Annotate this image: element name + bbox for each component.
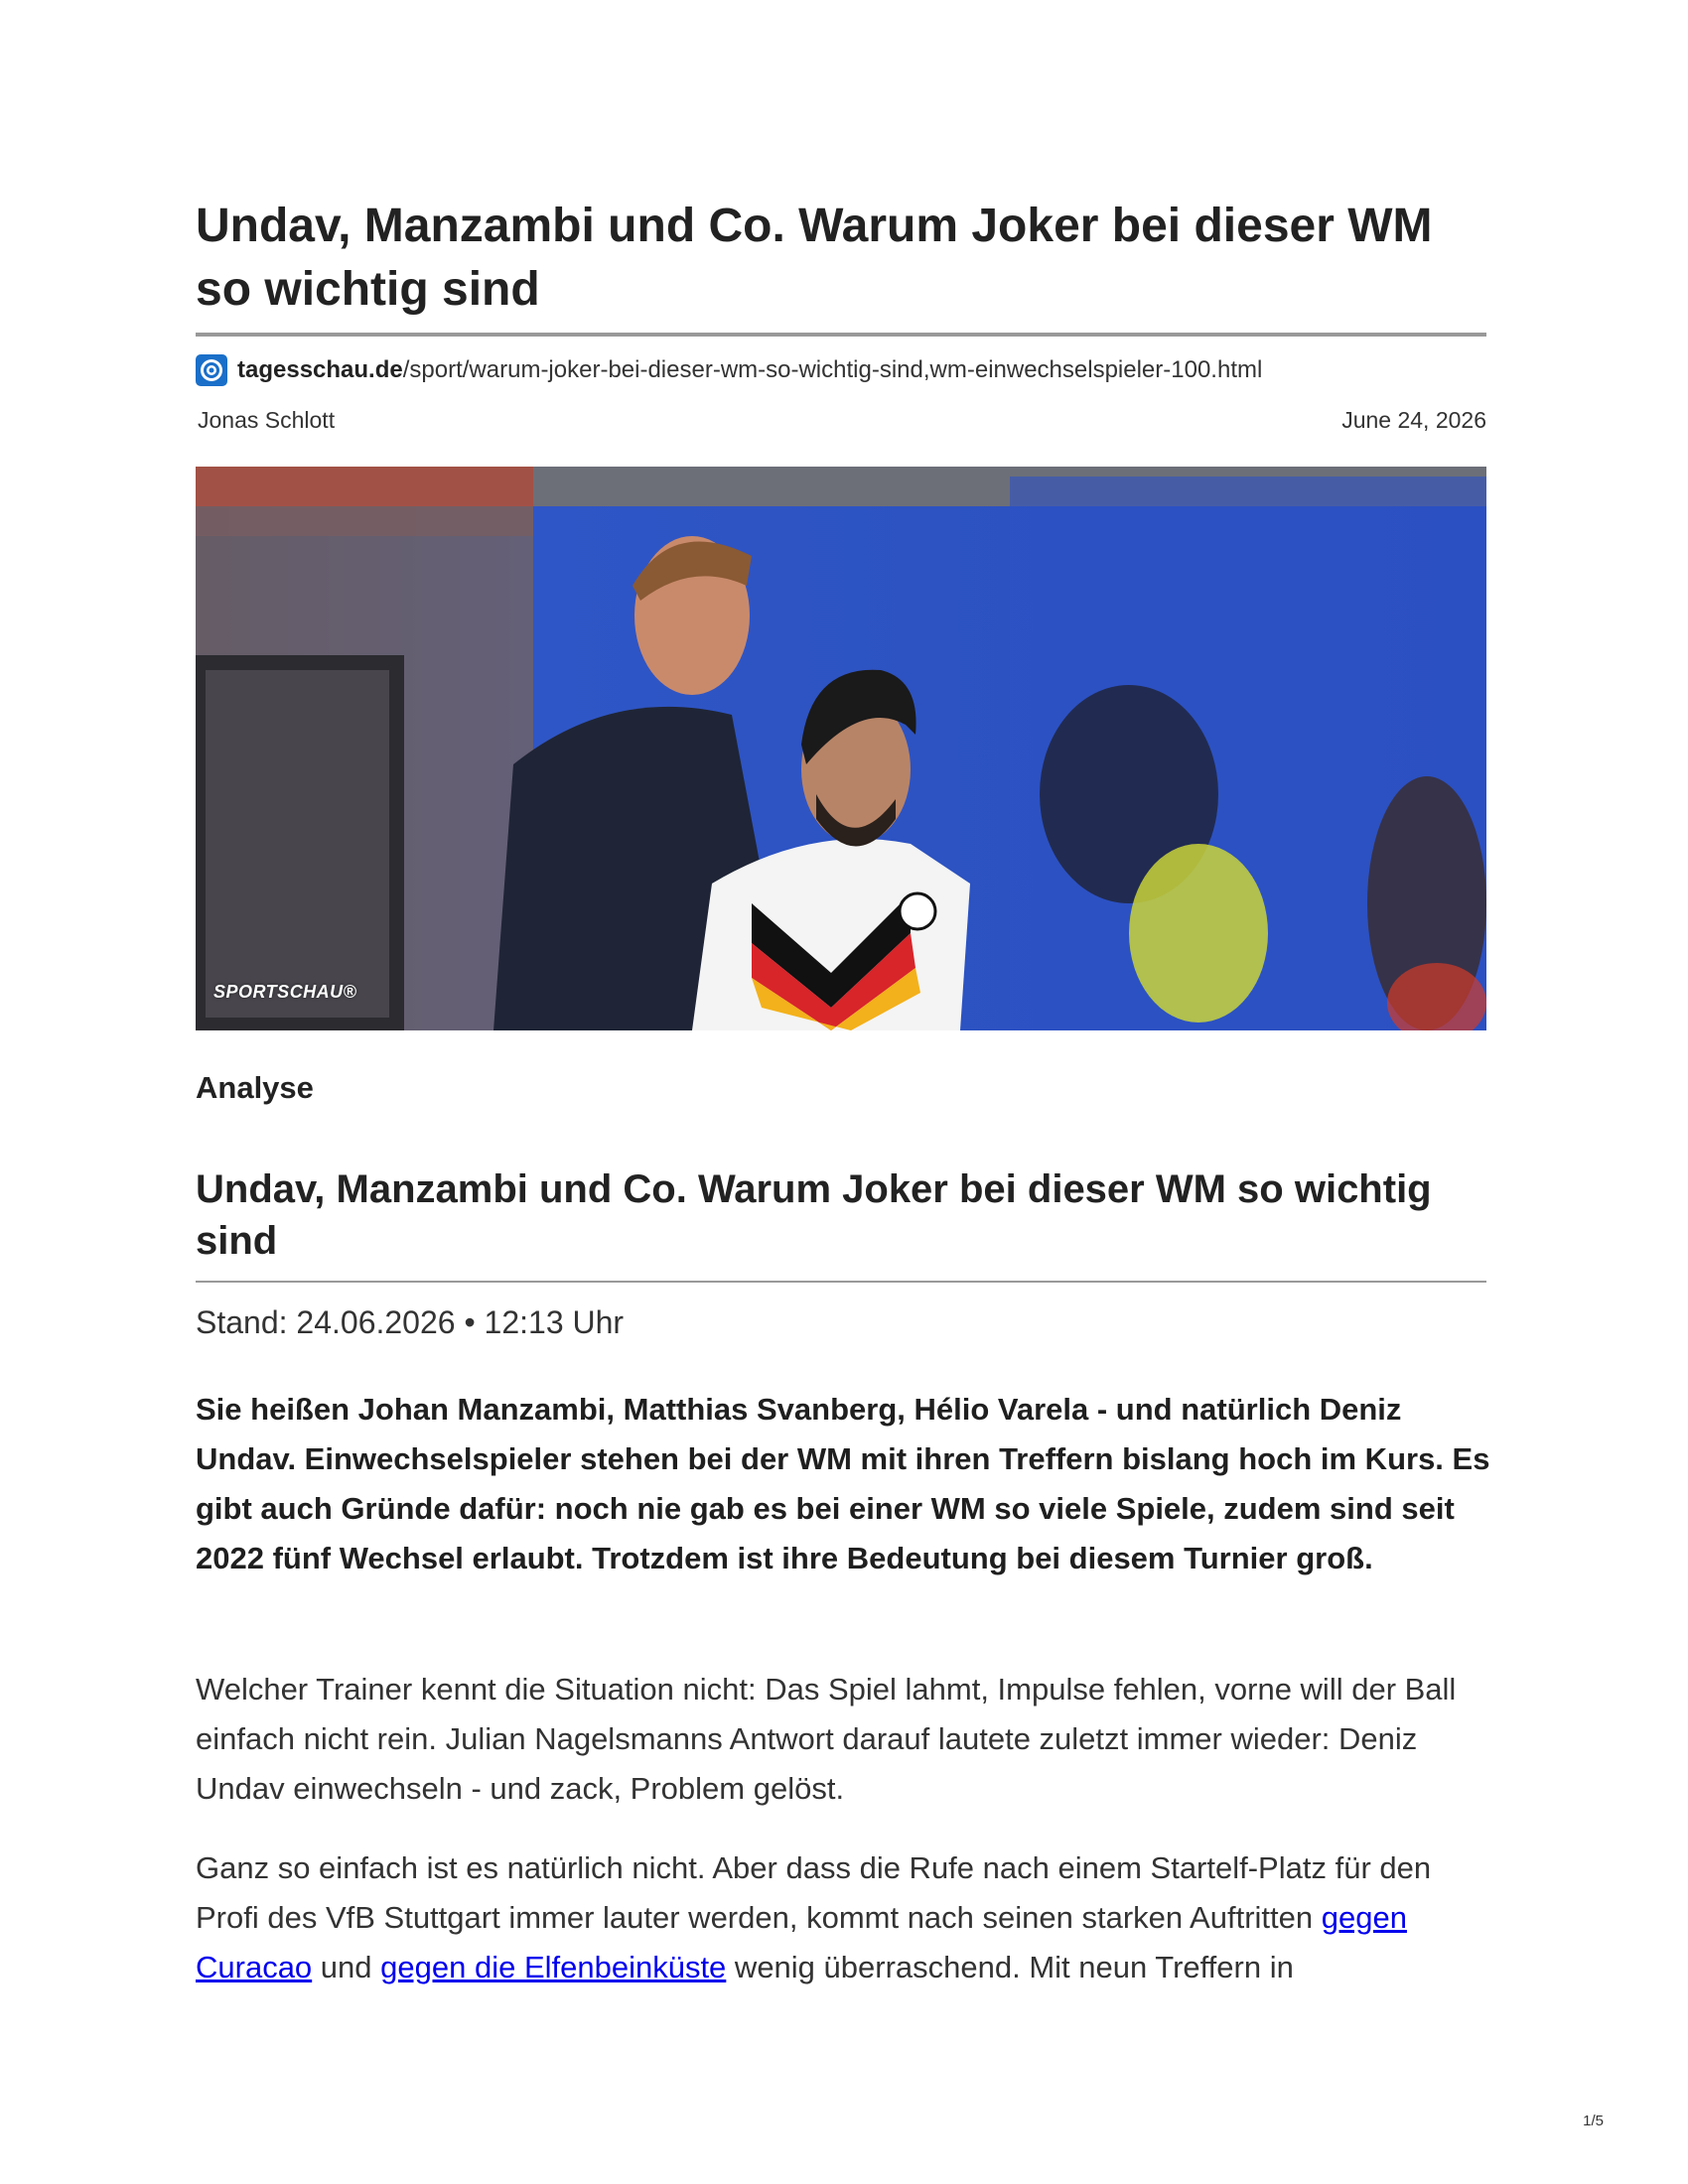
tagesschau-logo-icon: [196, 354, 227, 386]
hero-photo-illustration: [196, 467, 1486, 1030]
article-headline: Undav, Manzambi und Co. Warum Joker bei dieser WM so wichtig sind: [196, 1167, 1432, 1263]
article-paragraph-2: [196, 1843, 1496, 1992]
source-domain[interactable]: tagesschau.de: [237, 356, 403, 383]
sportschau-watermark: SPORTSCHAU®: [213, 982, 357, 1002]
paragraph-text: Ganz so einfach ist es natürlich nicht. Aber dass die Rufe nach einem Startelf-Platz für den Profi des VfB Stuttgart immer lauter werden, kommt nach seinen starken Auftritten: [196, 1850, 1432, 1935]
author: Jonas Schlott: [198, 407, 336, 433]
meta-row: [196, 407, 1486, 434]
link-gegen-curacao[interactable]: gegen Curacao: [196, 1900, 1407, 1984]
source-path[interactable]: /sport/warum-joker-bei-dieser-wm-so-wichtig-sind,wm-einwechselspieler-100.html: [402, 356, 1263, 383]
title-divider: [196, 333, 1486, 337]
hero-image: [196, 467, 1486, 1030]
source-line[interactable]: [196, 353, 1486, 387]
paragraph-text: und: [312, 1950, 381, 1984]
link-gegen-elfenbeinkueste[interactable]: gegen die Elfenbeinküste: [380, 1950, 727, 1984]
article-lead: Sie heißen Johan Manzambi, Matthias Svanberg, Hélio Varela - und natürlich Deniz Undav. Einwechselspieler stehen bei der WM mit ihren Treffern bislang hoch im Kurs. Es gibt auch Gründe dafür: noch nie gab es bei einer WM so viele Spiele, zudem sind seit 2022 fünf Wechsel erlaubt. Trotzdem ist ihre Bedeutung bei diesem Turnier groß.: [196, 1392, 1490, 1575]
article-paragraph-1: Welcher Trainer kennt die Situation nicht: Das Spiel lahmt, Impulse fehlen, vorne will der Ball einfach nicht rein. Julian Nagelsmanns Antwort darauf lautete zuletzt immer wieder: Deniz Undav einwechseln - und zack, Problem gelöst.: [196, 1672, 1457, 1806]
page-number: 1/5: [1583, 2113, 1604, 2129]
article-kicker: Analyse: [196, 1070, 314, 1105]
page-title: Undav, Manzambi und Co. Warum Joker bei dieser WM so wichtig sind: [196, 200, 1433, 316]
paragraph-text: wenig überraschend. Mit neun Treffern in: [726, 1950, 1294, 1984]
headline-divider: [196, 1281, 1486, 1283]
publish-date: June 24, 2026: [1341, 407, 1486, 433]
article-timestamp: Stand: 24.06.2026 • 12:13 Uhr: [196, 1304, 625, 1340]
